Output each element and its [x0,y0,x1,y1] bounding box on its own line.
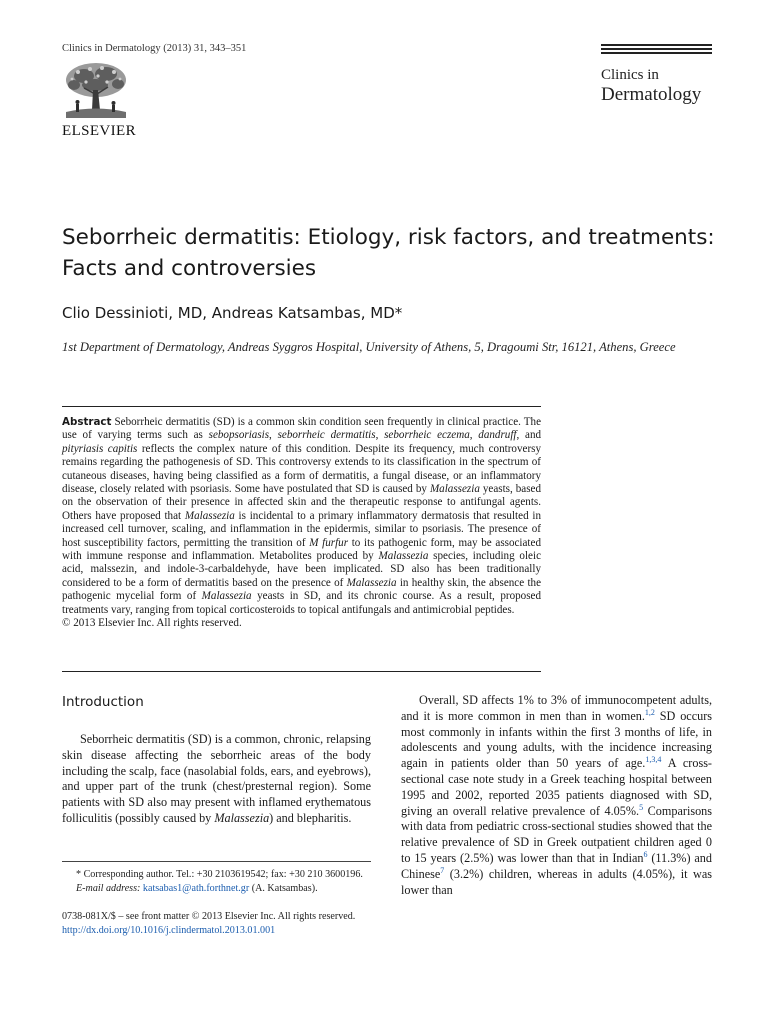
publisher-name: ELSEVIER [62,123,137,139]
email-label: E-mail address: [76,882,141,894]
introduction-paragraph: Seborrheic dermatitis (SD) is a common, chronic, relapsing skin disease affecting the seborrheic areas of the body including the scalp, face (nasolabial folds, ears, and eyebrows), and upper part of the trunk (chest/presternal region). Some patients with SD also may present with inflamed erythematous folliculitis (possibly caused by Malassezia) and blepharitis. [62,732,371,825]
journal-citation: Clinics in Dermatology (2013) 31, 343–351 [62,43,247,54]
masthead-rule [601,48,712,50]
journal-masthead [601,44,712,105]
citation-ref[interactable]: 7 [440,865,445,875]
abstract-label: Abstract [62,416,112,428]
abstract-body: Abstract Seborrheic dermatitis (SD) is a common skin condition seen frequently in clinical practice. The use of varying terms such as sebopsoriasis, seborrheic dermatitis, seborrheic eczema, dandruff, and pityriasis capitis reflects the complex nature of this condition. Despite its frequency, much controversy remains regarding the pathogenesis of SD. This controversy extends to its classification in the spectrum of cutaneous diseases, having being classified as a form of dermatitis, a fungal disease, or an inflammatory disease, closely related with psoriasis. Some have postulated that SD is caused by Malassezia yeasts, based on the observation of their presence in affected skin and the therapeutic response to antifungal agents. Others have proposed that Malassezia is incidental to a primary inflammatory dermatosis that resulted in increased cell turnover, scaling, and inflammation in the epidermis, similar to psoriasis. The presence of host susceptibility factors, permitting the transition of M furfur to its pathogenic form, may be associated with immune response and inflammation. Metabolites produced by Malassezia species, including oleic acid, malssezin, and indole-3-carbaldehyde, have been implicated. SD also has been traditionally considered to be a form of dermatitis based on the presence of Malassezia in healthy skin, the absence the pathogenic mycelial form of Malassezia yeasts in SD, and its chronic course. As a result, proposed treatments vary, ranging from topical corticosteroids to topical antifungals and antimicrobial peptides. [62,416,542,616]
article-title [62,222,722,284]
citation-ref[interactable]: 6 [643,849,648,859]
masthead-rule [601,44,712,46]
citation-ref[interactable]: 1,2 [644,707,655,717]
footnote-rule [62,861,371,862]
citation-ref[interactable]: 1,3,4 [645,755,662,765]
author-affiliation: 1st Department of Dermatology, Andreas Syggros Hospital, University of Athens, 5, Dragoumi Str, 16121, Athens, Greece [62,340,676,354]
abstract-bottom-rule [62,671,541,672]
article-title-line2: Facts and controversies [62,256,317,281]
masthead-rule [601,52,712,54]
front-matter-note: 0738-081X/$ – see front matter © 2013 Elsevier Inc. All rights reserved. [62,911,356,922]
abstract [62,416,541,631]
email-link[interactable]: katsabas1@ath.forthnet.gr [142,882,250,894]
front-matter [62,910,392,937]
abstract-copyright: © 2013 Elsevier Inc. All rights reserved. [62,617,242,630]
elsevier-tree-logo-icon [62,60,130,122]
right-column-paragraph: Overall, SD affects 1% to 3% of immunocompetent adults, and it is more common in men than in women.$^{1,2}$ SD occurs most commonly in infants within the first 3 months of life, in adolescents and young adults, with the incidence increasing again in patients older than 50 years of age.$^{1,3,4}$ A cross-sectional case note study in a Greek teaching hospital between 1995 and 2002, reported 2035 patients diagnosed with SD, giving an overall relative prevalence of 4.05%.$^5$ Comparisons with data from pediatric cross-sectional studies showed that the relative prevalence of SD in Greek outpatient children aged 0 to 15 years (2.5%) was lower than that in Indian$^6$ (11.3%) and Chinese$^7$ (3.2%) children, whereas in adults (4.05%), it was lower than [401,693,713,897]
citation-ref[interactable]: 5 [639,802,644,812]
corresponding-author-note: * Corresponding author. Tel.: +30 2103619542; fax: +30 210 3600196. [76,869,363,880]
doi-link[interactable]: http://dx.doi.org/10.1016/j.clindermatol.2013.01.001 [62,924,276,936]
article-title-line1: Seborrheic dermatitis: Etiology, risk factors, and treatments: [62,225,715,250]
journal-title-line1: Clinics in [601,67,659,83]
abstract-top-rule [62,406,541,407]
email-note: E-mail address: katsabas1@ath.forthnet.gr (A. Katsambas). [76,882,318,894]
article-authors: Clio Dessinioti, MD, Andreas Katsambas, MD* [62,304,403,322]
footnotes [62,868,382,895]
section-heading-introduction: Introduction [62,694,144,710]
journal-title-line2: Dermatology [601,84,702,105]
